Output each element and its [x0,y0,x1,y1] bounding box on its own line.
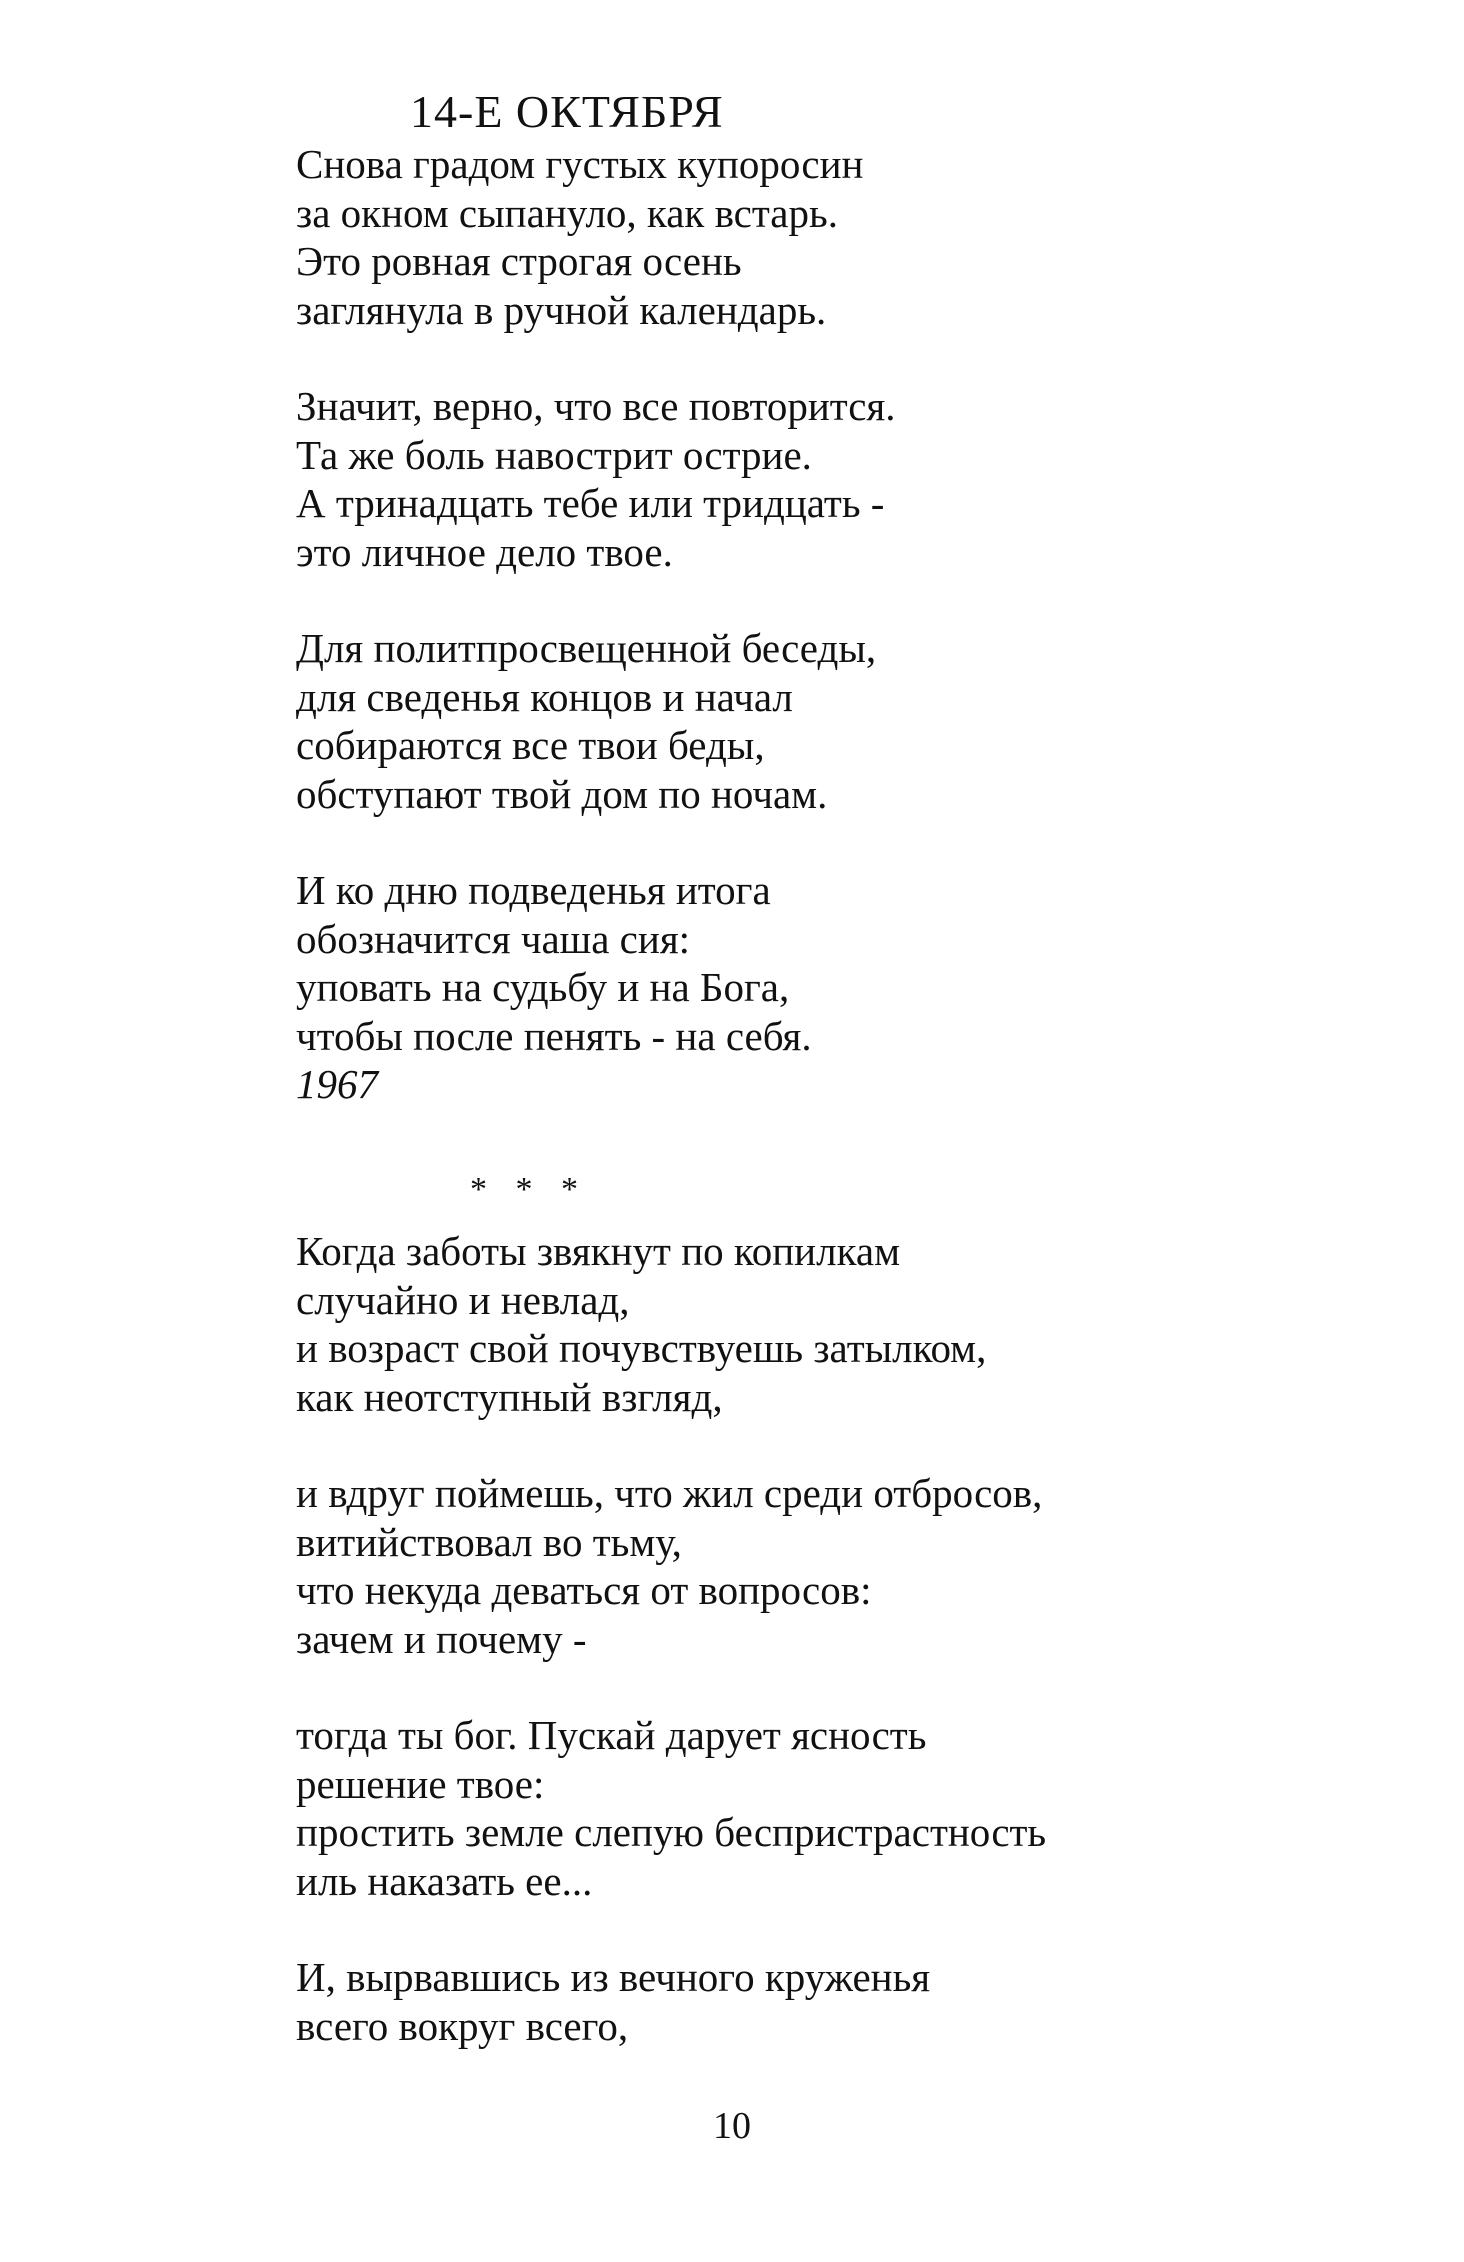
poem-line: как неотступный взгляд, [296,1373,723,1420]
stanza [296,140,1416,334]
poem-title: 14-Е ОКТЯБРЯ [410,86,724,137]
stanza [296,1469,1416,1663]
poem-line: Это ровная строгая осень [296,238,742,284]
poem-line: обозначится чаша сия: [296,915,691,962]
poem-line: это личное дело твое. [296,528,673,575]
poem-line: заглянула в ручной календарь. [296,286,827,333]
poem-line: зачем и почему - [296,1615,587,1662]
poem-line: Снова градом густых купоросин [296,141,864,187]
poem-line: витийствовал во тьму, [296,1518,682,1565]
poem-line: простить земле слепую беспристрастность [296,1809,1047,1855]
stanza [296,1711,1416,1905]
poem-line: иль наказать ее... [296,1857,593,1904]
poem-line: за окном сыпануло, как встарь. [296,189,838,236]
poem-line: Та же боль навострит острие. [296,431,812,478]
poem-line: и возраст свой почувствуешь затылком, [296,1325,987,1371]
stanza [296,1227,1416,1421]
poem-line: Для политпросвещенной беседы, [296,625,877,671]
poem-line: уповать на судьбу и на Бога, [296,964,790,1010]
poem-line: И, вырвавшись из вечного круженья [296,1954,931,2000]
poem-line: обступают твой дом по ночам. [296,770,828,817]
poem-line: тогда ты бог. Пускай дарует ясность [296,1712,927,1758]
poem-line: А тринадцать тебе или тридцать - [296,480,885,526]
poem-line: чтобы после пенять - на себя. [296,1012,812,1059]
stanza [296,382,1416,576]
poem-october-14 [296,140,1416,1109]
page-number: 10 [713,2105,751,2147]
poem-line: случайно и невлад, [296,1276,630,1323]
poem-line: Когда заботы звякнут по копилкам [296,1228,901,1274]
stanza [296,1953,1416,2050]
poem-untitled [296,1227,1416,2098]
poem-line: всего вокруг всего, [296,2002,629,2049]
section-separator: * * * [470,1171,588,1208]
stanza [296,866,1416,1060]
stanza [296,624,1416,818]
poem-line: Значит, верно, что все повторится. [296,383,896,429]
poem-line: решение твое: [296,1760,545,1807]
poem-line: что некуда деваться от вопросов: [296,1567,872,1613]
poem-line: для сведенья концов и начал [296,673,793,720]
poem-line: и вдруг поймешь, что жил среди отбросов, [296,1470,1043,1516]
poem-year: 1967 [296,1061,378,1107]
poem-line: И ко дню подведенья итога [296,867,771,913]
poem-line: собираются все твои беды, [296,722,765,768]
